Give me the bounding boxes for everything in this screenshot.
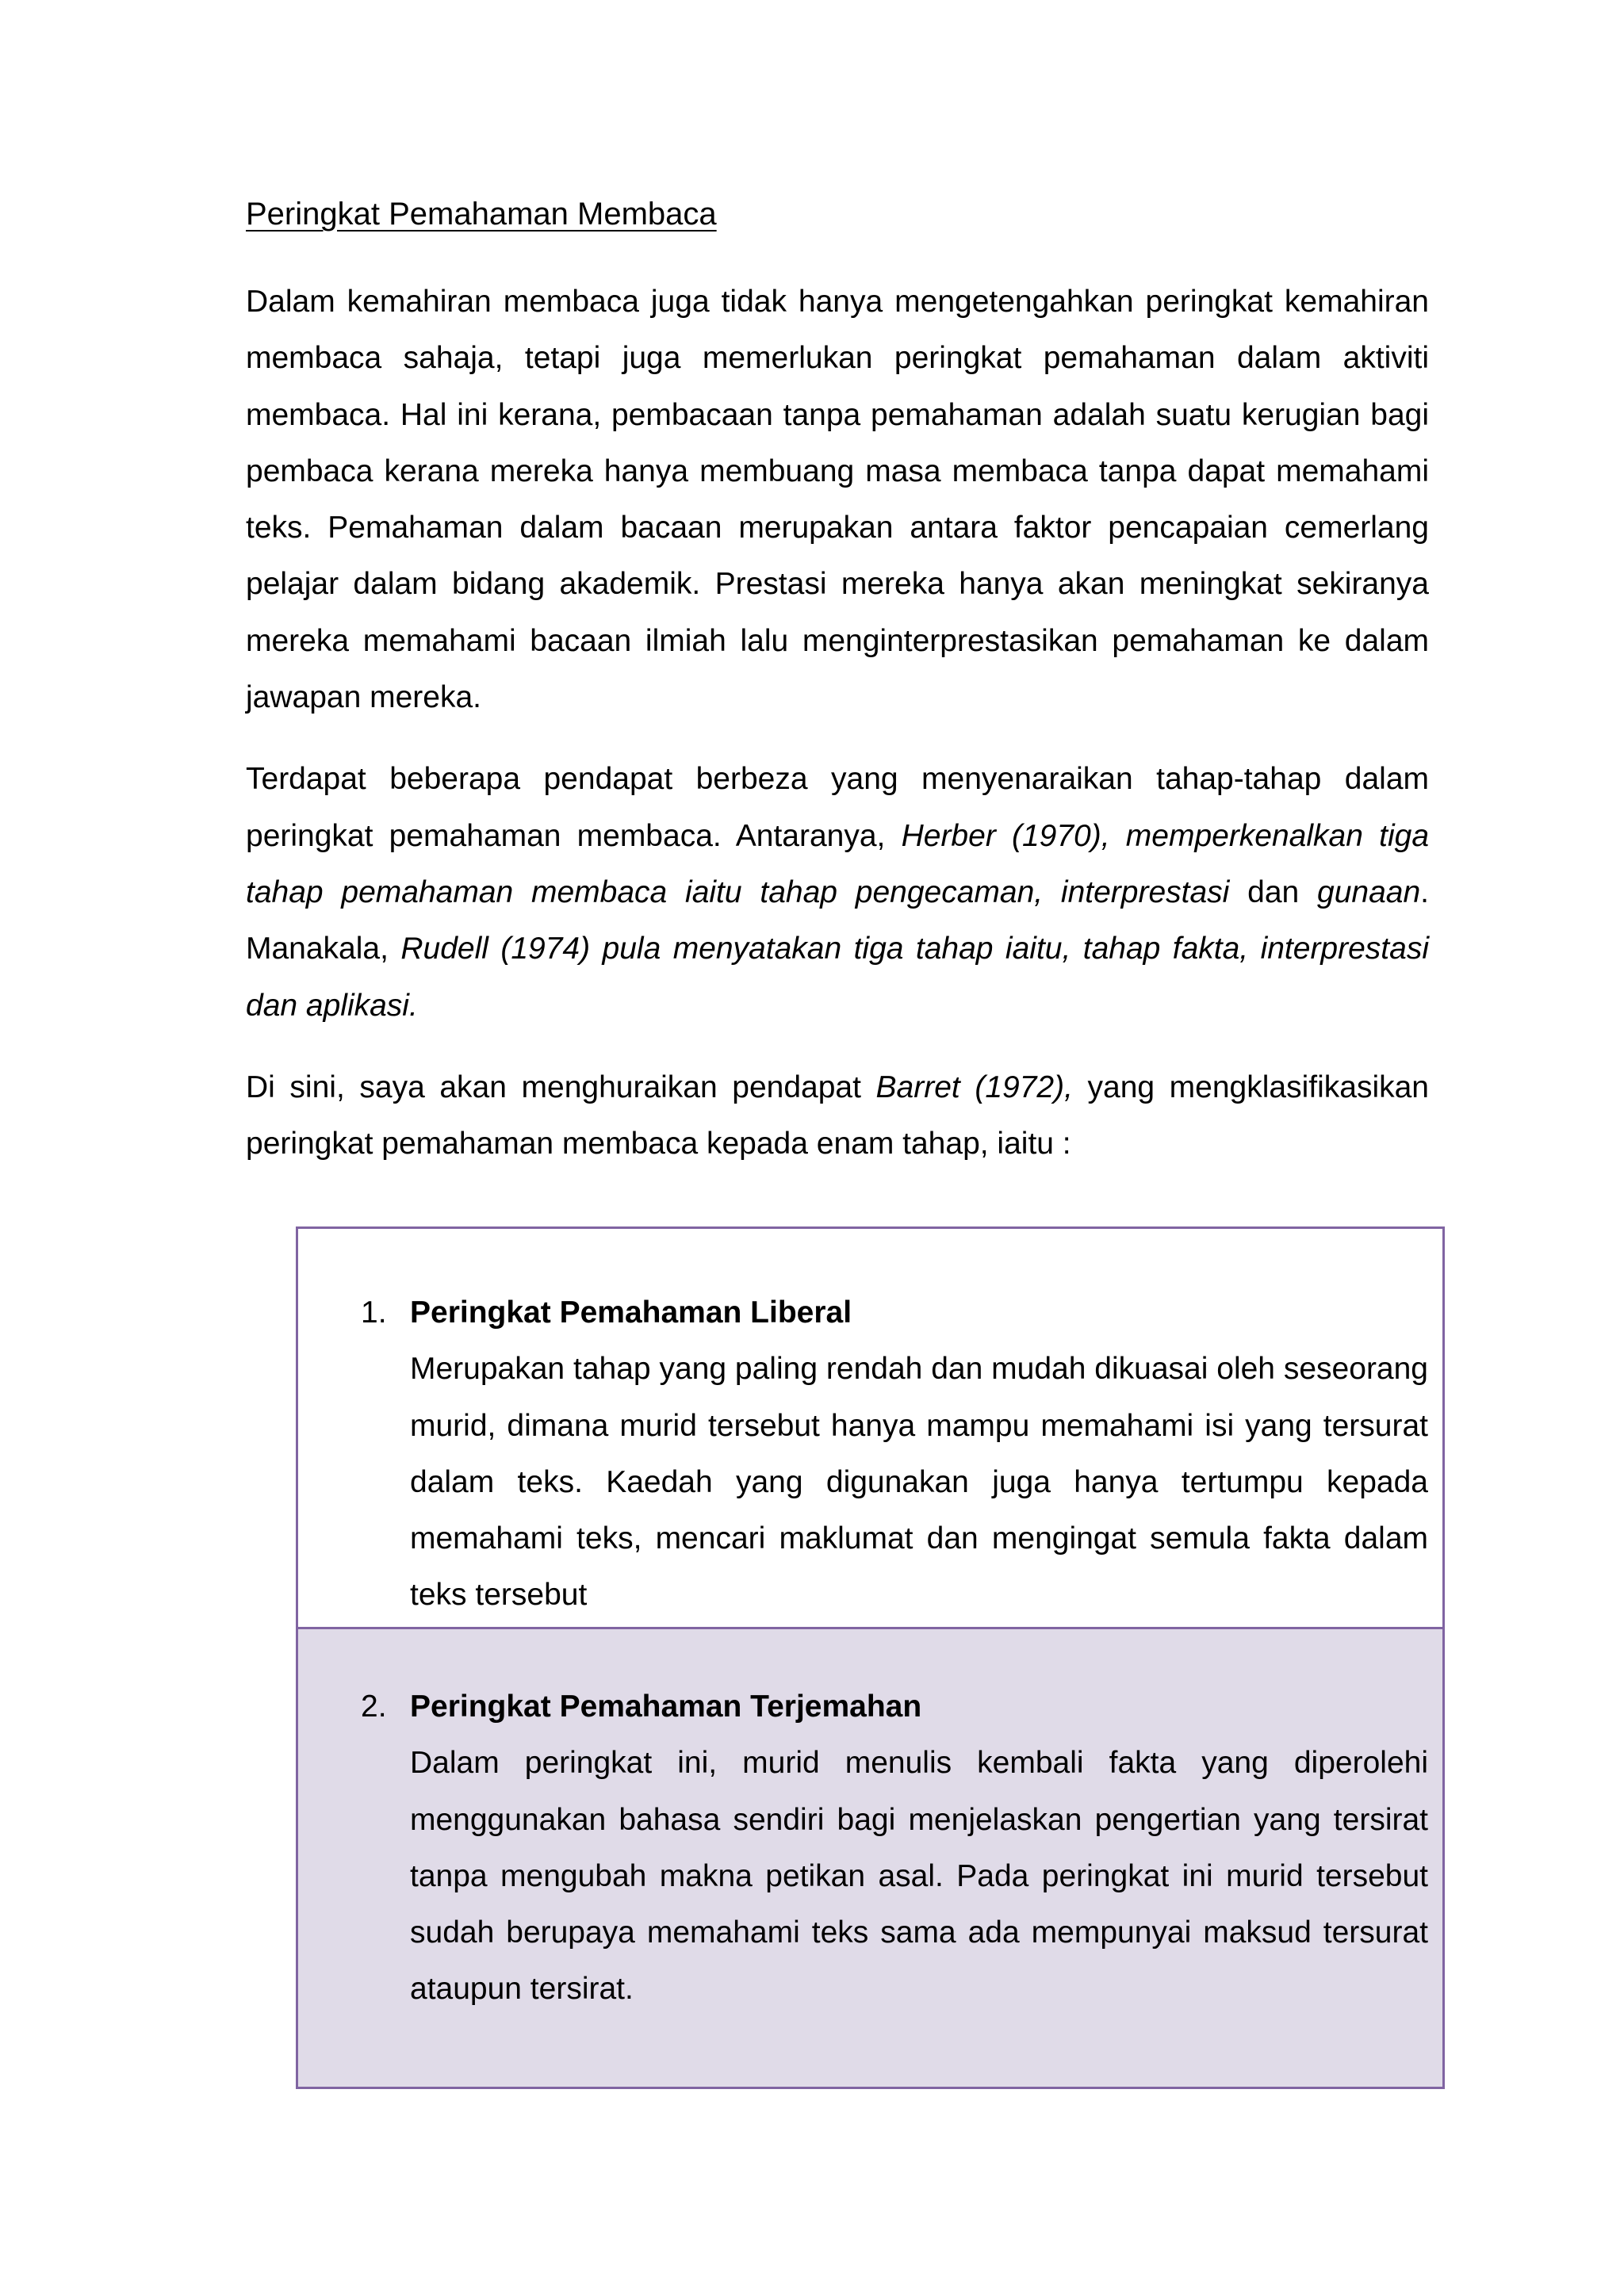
level-box-1 <box>296 1226 1445 1629</box>
paragraph-2-text-3: . Manakala, <box>246 874 1429 966</box>
paragraph-2-citation-rudell: Rudell (1974) pula menyatakan tiga tahap iaitu, tahap fakta, interprestasi dan aplikasi. <box>246 932 1429 1023</box>
paragraph-3-citation-barret: Barret (1972), <box>875 1070 1073 1104</box>
paragraph-1: Dalam kemahiran membaca juga tidak hanya mengetengahkan peringkat kemahiran membaca sahaja, tetapi juga memerlukan peringkat pemahaman dalam aktiviti membaca. Hal ini kerana, pembacaan tanpa pemahaman adalah suatu kerugian bagi pembaca kerana mereka hanya membuang masa membaca tanpa dapat memahami teks. Pemahaman dalam bacaan merupakan antara faktor pencapaian cemerlang pelajar dalam bidang akademik. Prestasi mereka hanya akan meningkat sekiranya mereka memahami bacaan ilmiah lalu menginterprestasikan pemahaman ke dalam jawapan mereka. <box>246 285 1429 715</box>
list-item-title: Peringkat Pemahaman Terjemahan <box>410 1689 922 1724</box>
document-page <box>246 190 1429 1172</box>
list-item-text: Dalam peringkat ini, murid menulis kembali fakta yang diperolehi menggunakan bahasa sendiri bagi menjelaskan pengertian yang tersirat tanpa mengubah makna petikan asal. Pada peringkat ini murid tersebut sudah berupaya memahami teks sama ada mempunyai maksud tersurat ataupun tersirat. <box>410 1746 1428 2007</box>
paragraph-2-text-2: dan <box>1229 874 1318 909</box>
levels-list <box>296 1226 1445 2089</box>
list-item <box>361 1678 1428 2018</box>
section-heading: Peringkat Pemahaman Membaca <box>246 197 717 232</box>
level-box-2 <box>296 1629 1445 2089</box>
list-item-number: 2. <box>361 1689 387 1724</box>
paragraph-2-text-1: Terdapat beberapa pendapat berbeza yang menyenaraikan tahap-tahap dalam peringkat pemahaman membaca. Antaranya, <box>246 762 1429 853</box>
paragraph-2 <box>246 751 1429 1033</box>
list-item <box>361 1284 1428 1624</box>
list-item-number: 1. <box>361 1295 387 1330</box>
list-item-title: Peringkat Pemahaman Liberal <box>410 1295 852 1330</box>
paragraph-2-citation-herber: Herber (1970), memperkenalkan tiga tahap pemahaman membaca iaitu tahap pengecaman, interprestasi <box>246 818 1430 909</box>
paragraph-3 <box>246 1059 1429 1173</box>
paragraph-3-text-1: Di sini, saya akan menghuraikan pendapat <box>246 1070 876 1104</box>
paragraph-2-term-gunaan: gunaan <box>1317 874 1421 909</box>
paragraph-3-text-2: yang mengklasifikasikan peringkat pemahaman membaca kepada enam tahap, iaitu : <box>246 1070 1429 1161</box>
list-item-text: Merupakan tahap yang paling rendah dan mudah dikuasai oleh seseorang murid, dimana murid tersebut hanya mampu memahami isi yang tersurat dalam teks. Kaedah yang digunakan juga hanya tertumpu kepada memahami teks, mencari maklumat dan mengingat semula fakta dalam teks tersebut <box>410 1352 1428 1613</box>
